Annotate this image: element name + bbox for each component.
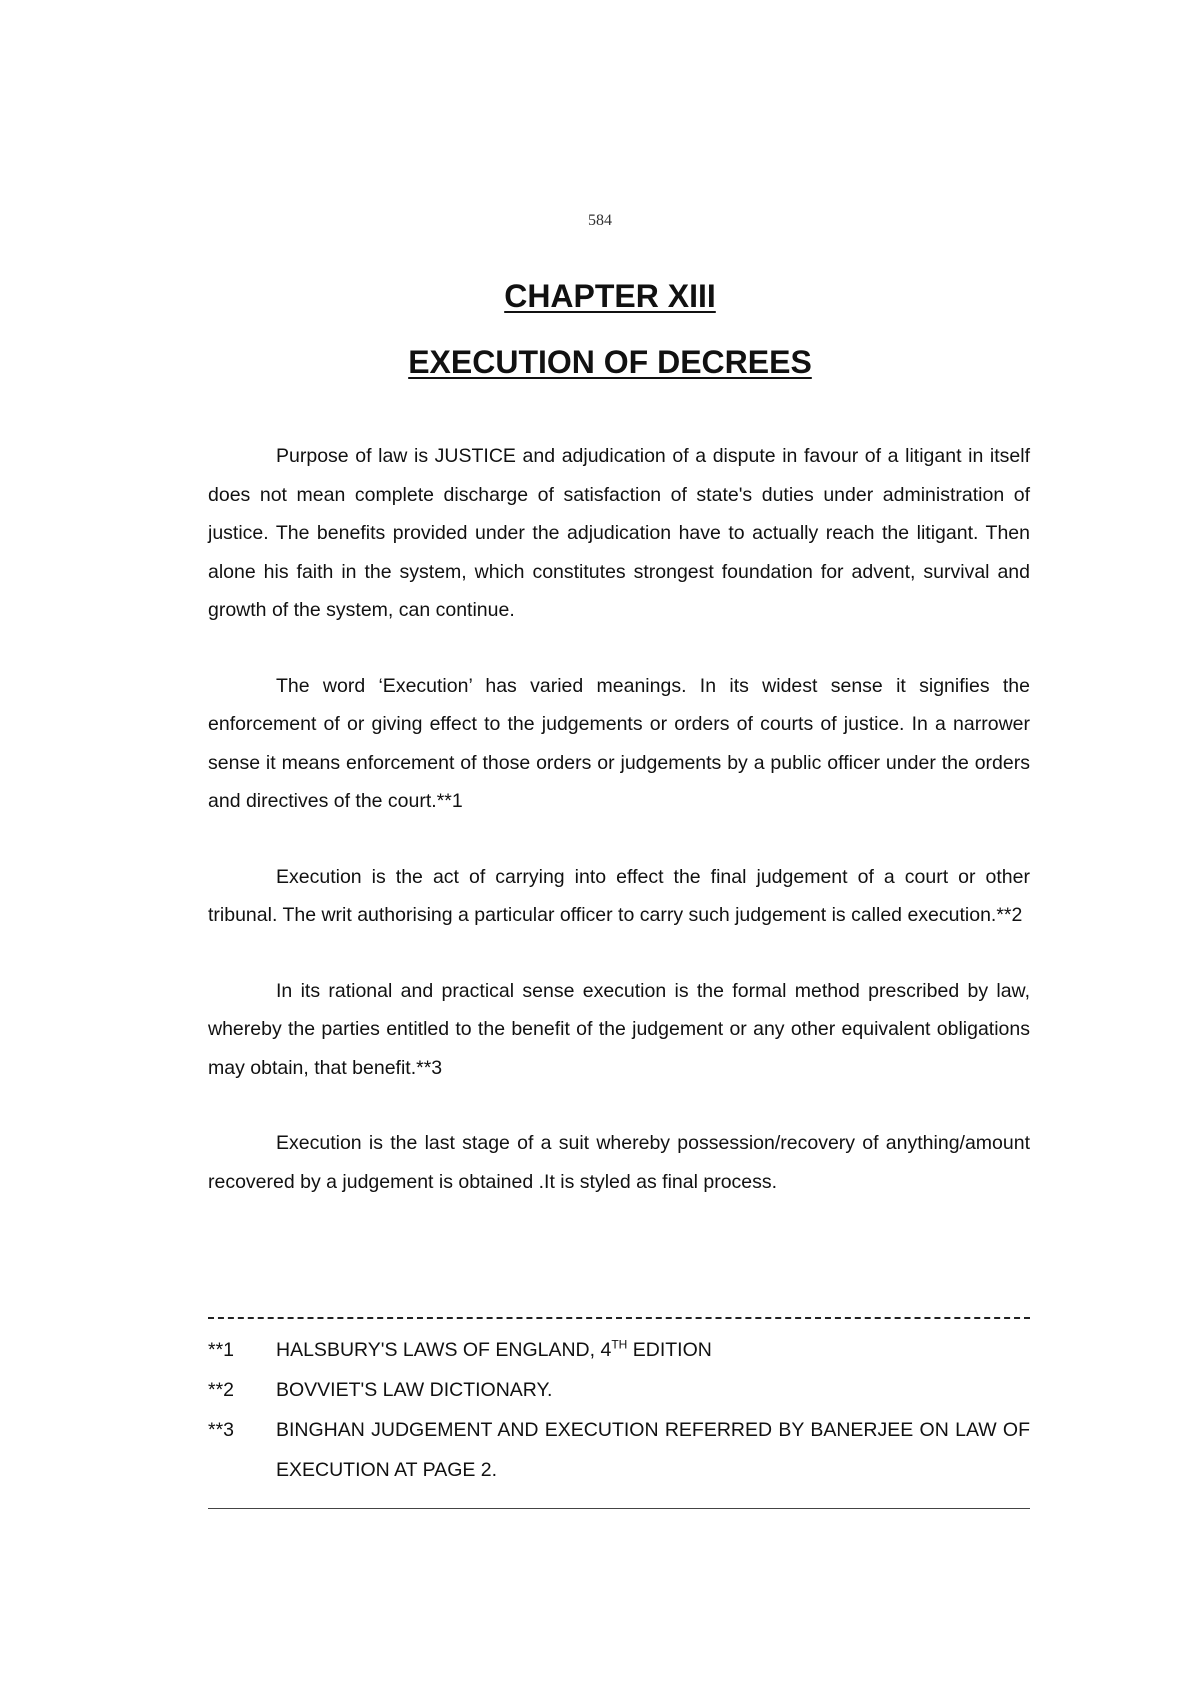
footnote-text-after: EDITION bbox=[627, 1339, 712, 1361]
footnote-marker: **1 bbox=[208, 1339, 235, 1361]
paragraph-last-stage: Execution is the last stage of a suit whereby possession/recovery of anything/amount recovered by a judgement is obtained .It is styled as final process. bbox=[208, 1132, 1030, 1193]
footnote bbox=[208, 1410, 1030, 1490]
paragraph-act-of-carrying: Execution is the act of carrying into effect the final judgement of a court or other tribunal. The writ authorising a particular officer to carry such judgement is called execution.**2 bbox=[208, 865, 1030, 926]
body-text bbox=[208, 437, 1030, 1201]
chapter-number-heading: CHAPTER XIII bbox=[504, 278, 716, 314]
footnote bbox=[208, 1330, 1030, 1370]
footnote-text: BINGHAN JUDGEMENT AND EXECUTION REFERRED BY BANERJEE ON LAW OF EXECUTION AT PAGE 2. bbox=[276, 1419, 1030, 1481]
paragraph-purpose-of-law: Purpose of law is JUSTICE and adjudication of a dispute in favour of a litigant in itself does not mean complete discharge of satisfaction of state's duties under administration of justice. The benefits provided under the adjudication have to actually reach the litigant. Then alone his faith in the system, which constitutes strongest foundation for advent, survival and growth of the system, can continue. bbox=[208, 445, 1030, 621]
page-number: 584 bbox=[588, 212, 612, 229]
footnote-separator-solid bbox=[208, 1508, 1030, 1509]
paragraph-rational-sense: In its rational and practical sense execution is the formal method prescribed by law, whereby the parties entitled to the benefit of the judgement or any other equivalent obligations may obtain, that benefit.**3 bbox=[208, 979, 1030, 1079]
footnote-marker: **3 bbox=[208, 1419, 235, 1441]
footnote bbox=[208, 1370, 1030, 1410]
footnotes bbox=[208, 1330, 1030, 1490]
paragraph-word-execution: The word ‘Execution’ has varied meanings. In its widest sense it signifies the enforcement of or giving effect to the judgements or orders of courts of justice. In a narrower sense it means enforcement of those orders or judgements by a public officer under the orders and directives of the court.**1 bbox=[208, 674, 1030, 812]
footnote-text-before: HALSBURY'S LAWS OF ENGLAND, 4 bbox=[276, 1339, 612, 1361]
footnote-text bbox=[276, 1330, 1030, 1370]
footnote-superscript: TH bbox=[611, 1337, 628, 1352]
chapter-title-heading: EXECUTION OF DECREES bbox=[408, 344, 812, 380]
footnote-separator-dashed bbox=[208, 1317, 1030, 1319]
footnote-text: BOVVIET'S LAW DICTIONARY. bbox=[276, 1379, 553, 1401]
footnote-marker: **2 bbox=[208, 1379, 235, 1401]
